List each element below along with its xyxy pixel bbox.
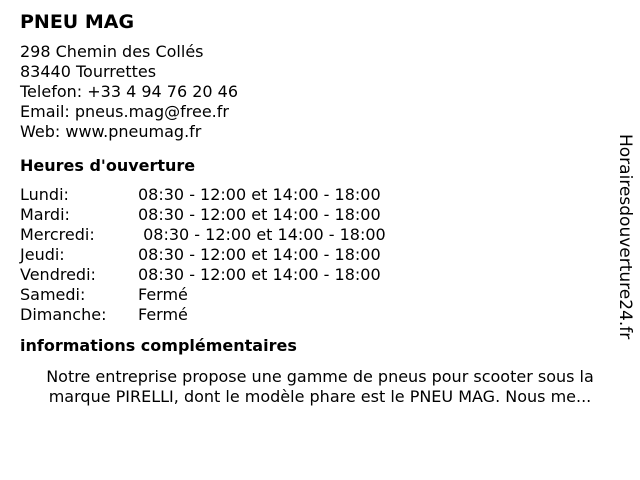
hours-row-friday bbox=[20, 265, 610, 285]
hours-row-sunday bbox=[20, 305, 610, 325]
day-label: Vendredi: bbox=[20, 265, 96, 284]
phone-number: Telefon: +33 4 94 76 20 46 bbox=[20, 82, 239, 101]
business-name: PNEU MAG bbox=[20, 11, 135, 33]
day-label: Samedi: bbox=[20, 285, 86, 304]
email-address: Email: pneus.mag@free.fr bbox=[20, 102, 229, 121]
day-label: Mardi: bbox=[20, 205, 70, 224]
day-label: Mercredi: bbox=[20, 225, 95, 244]
postal-city: 83440 Tourrettes bbox=[20, 62, 157, 81]
day-hours: 08:30 - 12:00 et 14:00 - 18:00 bbox=[138, 205, 381, 224]
business-card bbox=[20, 10, 610, 407]
additional-info-line-1: Notre entreprise propose une gamme de pneus pour scooter sous la bbox=[46, 367, 594, 386]
day-label: Jeudi: bbox=[20, 245, 65, 264]
hours-row-wednesday bbox=[20, 225, 610, 245]
day-label: Dimanche: bbox=[20, 305, 107, 324]
day-label: Lundi: bbox=[20, 185, 69, 204]
day-hours: 08:30 - 12:00 et 14:00 - 18:00 bbox=[138, 185, 381, 204]
hours-row-monday bbox=[20, 185, 610, 205]
additional-info-text bbox=[15, 367, 625, 407]
day-hours: Fermé bbox=[138, 305, 188, 324]
opening-hours-table bbox=[20, 185, 610, 325]
opening-hours-heading: Heures d'ouverture bbox=[20, 156, 196, 175]
hours-row-saturday bbox=[20, 285, 610, 305]
hours-row-tuesday bbox=[20, 205, 610, 225]
hours-row-thursday bbox=[20, 245, 610, 265]
day-hours: 08:30 - 12:00 et 14:00 - 18:00 bbox=[138, 265, 381, 284]
site-watermark bbox=[614, 134, 636, 344]
additional-info-line-2: marque PIRELLI, dont le modèle phare est le PNEU MAG. Nous me... bbox=[48, 387, 592, 406]
day-hours: 08:30 - 12:00 et 14:00 - 18:00 bbox=[138, 245, 381, 264]
watermark-text: Horairesdouverture24.fr bbox=[615, 134, 635, 340]
address-block bbox=[20, 42, 610, 142]
additional-info-heading: informations complémentaires bbox=[20, 336, 297, 355]
street-address: 298 Chemin des Collés bbox=[20, 42, 204, 61]
website-address: Web: www.pneumag.fr bbox=[20, 122, 202, 141]
day-hours: 08:30 - 12:00 et 14:00 - 18:00 bbox=[138, 225, 386, 244]
day-hours: Fermé bbox=[138, 285, 188, 304]
